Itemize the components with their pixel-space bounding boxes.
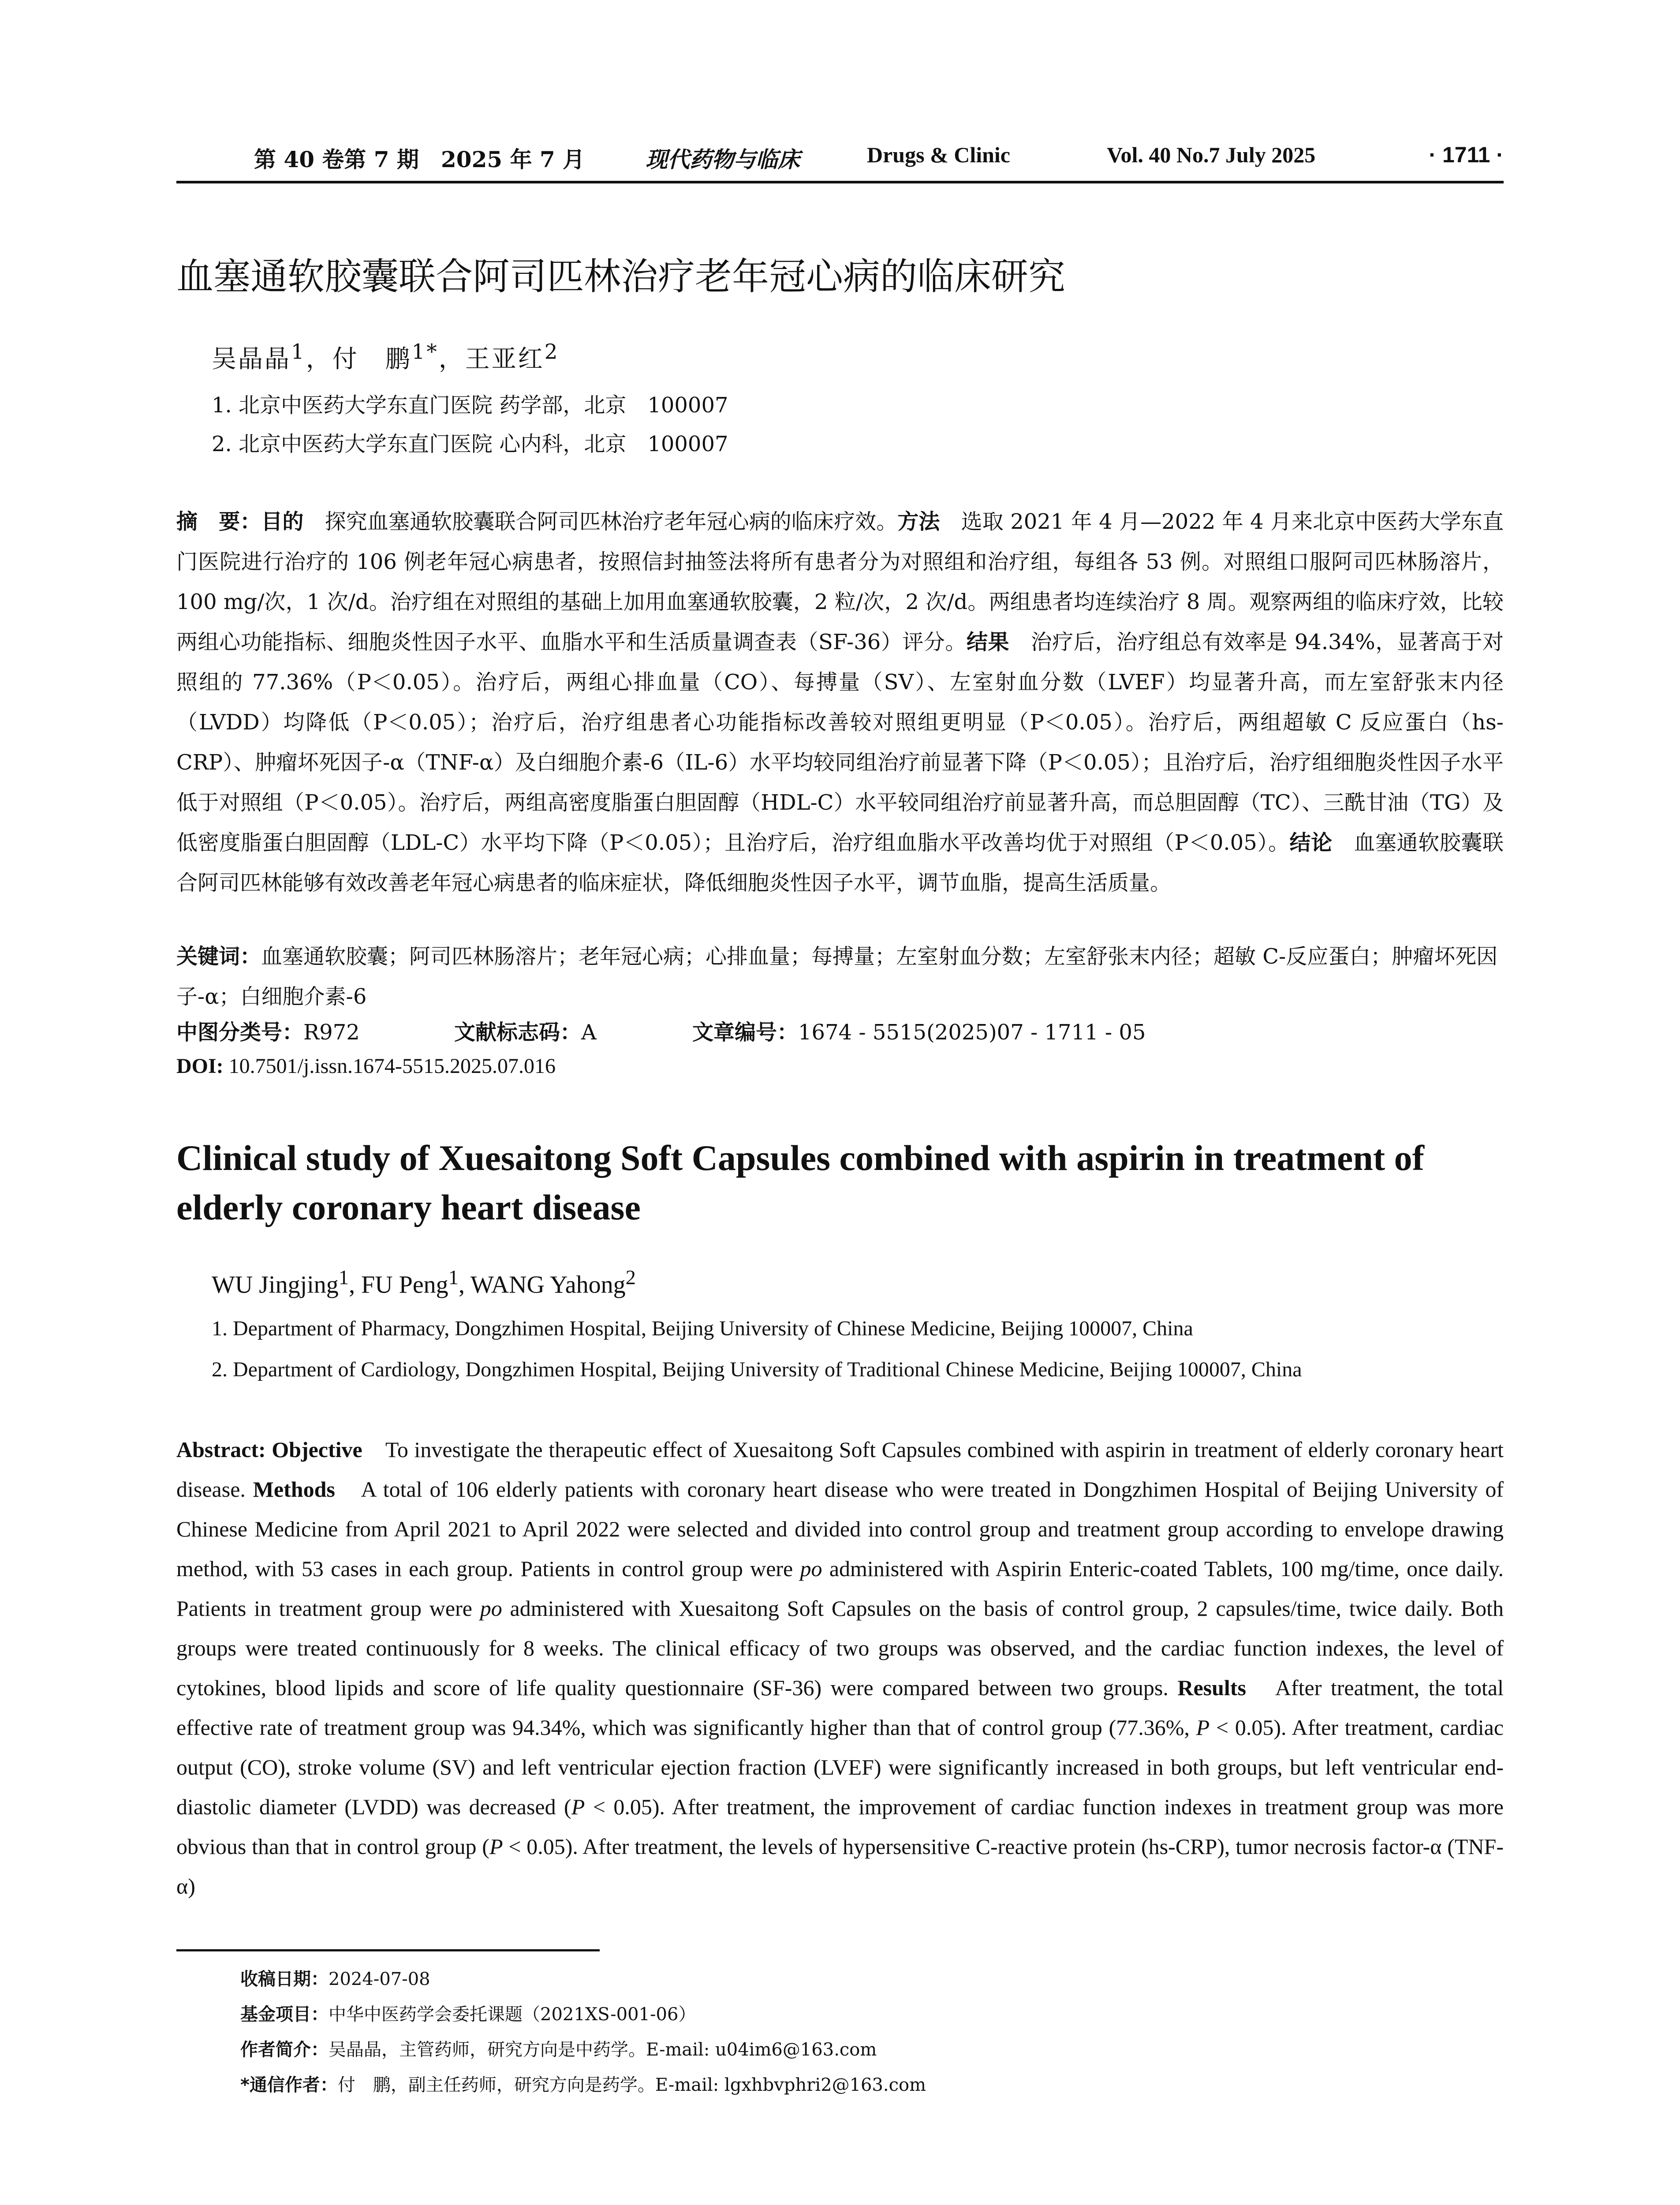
author-en-1: WU Jingjing <box>212 1271 339 1299</box>
clc-label: 中图分类号： <box>176 1020 304 1045</box>
header-volume-en: Vol. 40 No.7 July 2025 <box>1107 142 1316 167</box>
authors-cn <box>212 340 559 375</box>
keywords-cn <box>176 937 1504 1017</box>
keywords-cn-label: 关键词： <box>176 944 261 969</box>
received-label: 收稿日期： <box>240 1969 329 1989</box>
author-cn-2: 付 鹏 <box>332 345 412 374</box>
author-cn-3: 王亚红 <box>465 345 545 374</box>
abstract-en <box>176 1430 1504 1906</box>
running-header <box>176 132 1504 183</box>
author-cn-3-aff: 2 <box>544 340 560 364</box>
abstract-en-p: P <box>1196 1715 1210 1740</box>
abstract-en-methods-3: administered with Xuesaitong Soft Capsules on the basis of control group, 2 capsules/time, twice daily. Both groups were treated continuously for 8 weeks. The clinical efficacy of two groups was observed, and the cardiac function indexes, the level of cytokines, blood lipids and score of life quality questionnaire (SF-36) were compared between two groups. <box>176 1596 1504 1700</box>
corresponding-label: *通信作者： <box>240 2075 338 2095</box>
header-journal-cn: 现代药物与临床 <box>646 146 800 172</box>
abstract-en-po: po <box>480 1596 502 1621</box>
footnote-divider <box>176 1949 600 1951</box>
abstract-en-methods-2: administered with Aspirin Enteric-coated Tablets, 100 mg/time, once daily. Patients in treatment group were <box>176 1556 1504 1621</box>
title-cn: 血塞通软胶囊联合阿司匹林治疗老年冠心病的临床研究 <box>176 255 1066 298</box>
title-en: Clinical study of Xuesaitong Soft Capsules combined with aspirin in treatment of elderly coronary heart disease <box>176 1138 1424 1227</box>
abstract-cn-methods-label: 方法 <box>897 509 940 534</box>
abstract-en-objective: To investigate the therapeutic effect of Xuesaitong Soft Capsules combined with aspirin in treatment of elderly coronary heart disease. <box>176 1437 1504 1502</box>
abstract-en-p: P <box>489 1834 503 1859</box>
affiliation-en-2: 2. Department of Cardiology, Dongzhimen Hospital, Beijing University of Traditional Chinese Medicine, Beijing 100007, China <box>212 1358 1302 1381</box>
received-date: 2024-07-08 <box>329 1969 430 1989</box>
doc-code-label: 文献标志码： <box>454 1020 582 1045</box>
abstract-cn-methods: 选取 2021 年 4 月—2022 年 4 月来北京中医药大学东直门医院进行治疗的 106 例老年冠心病患者，按照信封抽签法将所有患者分为对照组和治疗组，每组各 53 例。对照组口服阿司匹林肠溶片，100 mg/次，1 次/d。治疗组在对照组的基础上加用血塞通软胶囊，2 粒/次，2 次/d。两组患者均连续治疗 8 周。观察两组的临床疗效，比较两组心功能指标、细胞炎性因子水平、血脂水平和生活质量调查表（SF-36）评分。 <box>176 509 1504 654</box>
abstract-cn-results: 治疗后，治疗组总有效率是 94.34%，显著高于对照组的 77.36%（P＜0.05）。治疗后，两组心排血量（CO）、每搏量（SV）、左室射血分数（LVEF）均显著升高，而左室舒张末内径（LVDD）均降低（P＜0.05）；治疗后，治疗组患者心功能指标改善较对照组更明显（P＜0.05）。治疗后，两组超敏 C 反应蛋白（hs-CRP）、肿瘤坏死因子-α（TNF-α）及白细胞介素-6（IL-6）水平均较同组治疗前显著下降（P＜0.05）；且治疗后，治疗组细胞炎性因子水平低于对照组（P＜0.05）。治疗后，两组高密度脂蛋白胆固醇（HDL-C）水平较同组治疗前显著升高，而总胆固醇（TC）、三酰甘油（TG）及低密度脂蛋白胆固醇（LDL-C）水平均下降（P＜0.05）；且治疗后，治疗组血脂水平改善均优于对照组（P＜0.05）。 <box>176 630 1504 855</box>
author-cn-2-aff: 1* <box>411 340 439 364</box>
header-page-number: · 1711 · <box>1429 142 1504 167</box>
abstract-cn-conclusion: 血塞通软胶囊联合阿司匹林能够有效改善老年冠心病患者的临床症状，降低细胞炎性因子水平，调节血脂，提高生活质量。 <box>176 830 1504 895</box>
author-en-2-aff: 1 <box>448 1266 459 1289</box>
author-en-2: FU Peng <box>361 1271 448 1299</box>
abstract-cn-label: 摘 要： <box>176 509 261 534</box>
clc-value: R972 <box>303 1020 360 1045</box>
header-volume-cn: 第 40 卷第 7 期 2025 年 7 月 <box>254 146 585 172</box>
abstract-en-objective-label: Abstract: Objective <box>176 1437 362 1462</box>
author-en-3: WANG Yahong <box>470 1271 626 1299</box>
affiliation-en-1: 1. Department of Pharmacy, Dongzhimen Hospital, Beijing University of Chinese Medicine, Beijing 100007, China <box>212 1317 1193 1340</box>
footnote-received <box>240 1965 430 1990</box>
abstract-cn <box>176 502 1504 903</box>
corresponding-text: 付 鹏，副主任药师，研究方向是药学。E-mail: lgxhbvphri2@163.com <box>337 2075 926 2095</box>
affiliation-cn-1: 1. 北京中医药大学东直门医院 药学部，北京 100007 <box>212 393 728 418</box>
abstract-en-methods-label: Methods <box>253 1477 335 1502</box>
bio-text: 吴晶晶，主管药师，研究方向是中药学。E-mail: u04im6@163.com <box>329 2040 877 2060</box>
keywords-cn-text: 血塞通软胶囊；阿司匹林肠溶片；老年冠心病；心排血量；每搏量；左室射血分数；左室舒张末内径；超敏 C-反应蛋白；肿瘤坏死因子-α；白细胞介素-6 <box>176 944 1498 1009</box>
article-number-value: 1674 - 5515(2025)07 - 1711 - 05 <box>798 1020 1146 1045</box>
abstract-cn-results-label: 结果 <box>966 630 1010 654</box>
abstract-en-results-3: < 0.05). After treatment, the improvement of cardiac function indexes in treatment group was more obvious than that in control group ( <box>176 1794 1504 1859</box>
abstract-en-results-1: After treatment, the total effective rate of treatment group was 94.34%, which was significantly higher than that of control group (77.36%, <box>176 1675 1504 1740</box>
fund-label: 基金项目： <box>240 2004 329 2025</box>
footnote-corresponding <box>240 2071 926 2096</box>
abstract-en-methods-1: A total of 106 elderly patients with coronary heart disease who were treated in Dongzhimen Hospital of Beijing University of Chinese Medicine from April 2021 to April 2022 were selected and divided into control group and treatment group according to envelope drawing method, with 53 cases in each group. Patients in control group were <box>176 1477 1504 1581</box>
doc-code-value: A <box>581 1020 597 1045</box>
abstract-en-p: P <box>571 1794 585 1819</box>
author-en-3-aff: 2 <box>625 1266 636 1289</box>
bio-label: 作者简介： <box>240 2040 329 2060</box>
author-en-1-aff: 1 <box>338 1266 349 1289</box>
doi-label: DOI: <box>176 1054 224 1078</box>
abstract-cn-objective: 探究血塞通软胶囊联合阿司匹林治疗老年冠心病的临床疗效。 <box>325 509 898 534</box>
abstract-en-results-label: Results <box>1177 1675 1246 1700</box>
abstract-en-results-4: < 0.05). After treatment, the levels of hypersensitive C-reactive protein (hs-CRP), tumor necrosis factor-α (TNF-α) <box>176 1834 1504 1899</box>
fund-text: 中华中医药学会委托课题（2021XS-001-06） <box>329 2004 696 2025</box>
footnote-fund <box>240 2000 696 2026</box>
authors-en: WU Jingjing$^1$, FU Peng$^1$, WANG Yahong$^2$ <box>212 1266 636 1299</box>
author-separator: ， <box>438 345 465 374</box>
author-separator: ， <box>306 345 332 374</box>
author-cn-1: 吴晶晶 <box>212 345 291 374</box>
abstract-en-results-2: < 0.05). After treatment, cardiac output (CO), stroke volume (SV) and left ventricular ejection fraction (LVEF) were significantly increased in both groups, but left ventricular end-diastolic diameter (LVDD) was decreased ( <box>176 1715 1504 1819</box>
classification-info <box>176 1015 1146 1046</box>
doi-link[interactable]: 10.7501/j.issn.1674-5515.2025.07.016 <box>228 1054 556 1078</box>
abstract-en-po: po <box>800 1556 822 1581</box>
affiliation-cn-2: 2. 北京中医药大学东直门医院 心内科，北京 100007 <box>212 432 728 456</box>
header-journal-en: Drugs & Clinic <box>867 142 1010 167</box>
footnote-author-bio <box>240 2036 877 2061</box>
abstract-cn-conclusion-label: 结论 <box>1289 830 1333 855</box>
author-cn-1-aff: 1 <box>291 340 306 364</box>
abstract-cn-objective-label: 目的 <box>261 509 304 534</box>
doi <box>176 1054 556 1078</box>
article-number-label: 文章编号： <box>692 1020 799 1045</box>
